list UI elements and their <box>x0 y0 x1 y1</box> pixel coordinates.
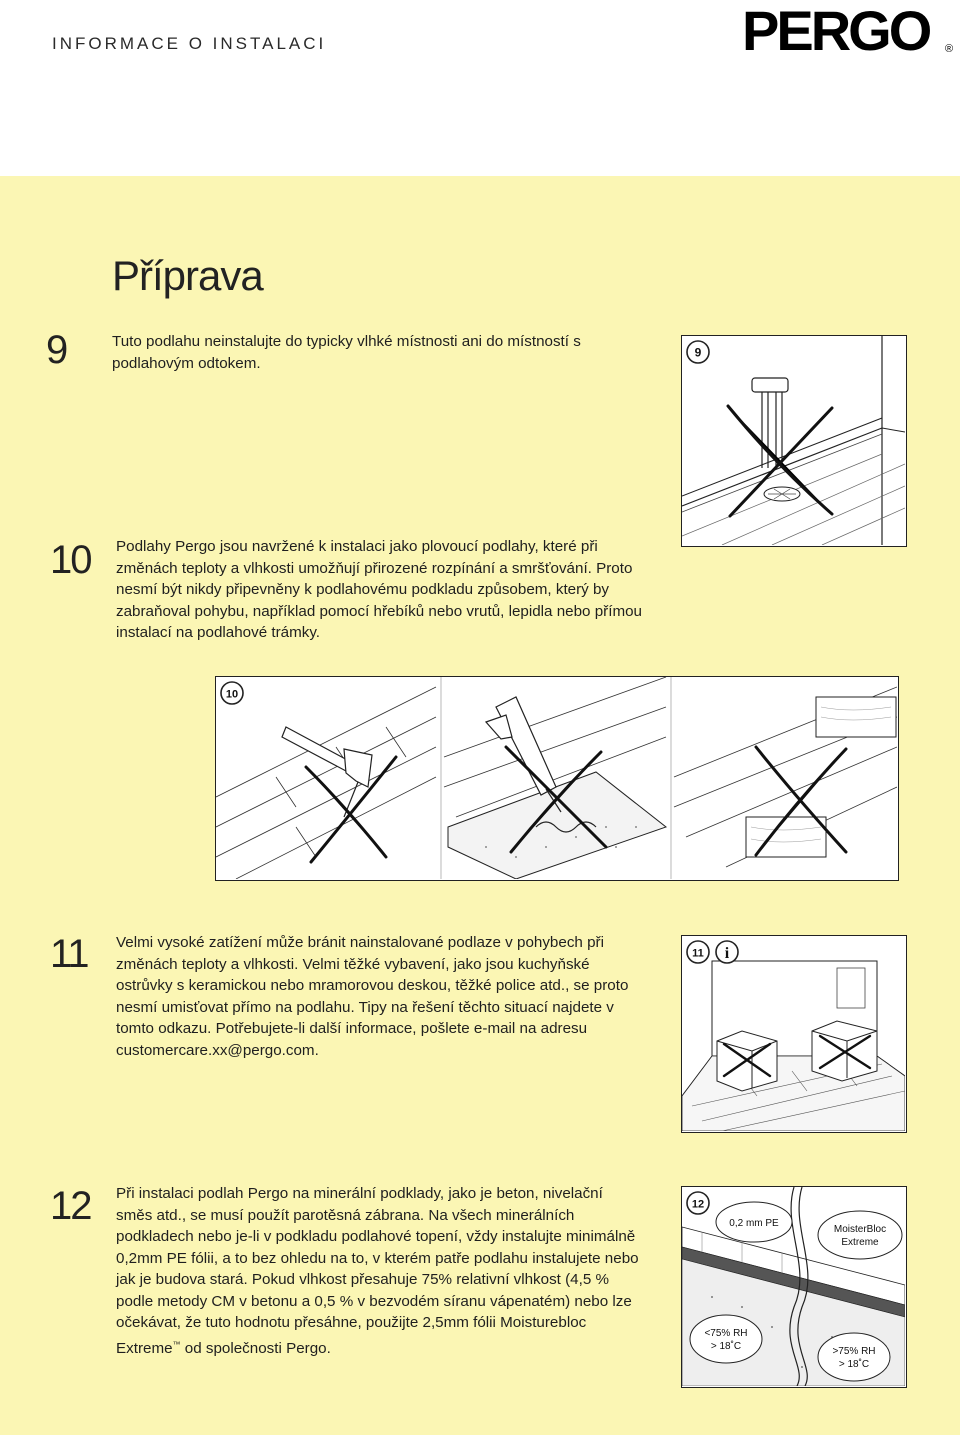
step-9-text: Tuto podlahu neinstalujte do typicky vlhké místnosti ani do místností s podlahovým odtokem. <box>112 333 581 372</box>
svg-text:®: ® <box>945 43 954 55</box>
low-rh-label-1: <75% RH <box>704 1328 748 1339</box>
header-title: INFORMACE O INSTALACI <box>52 34 327 53</box>
figure-9-badge: 9 <box>694 345 702 360</box>
moisterbloc-label-1: MoisterBloc <box>833 1224 887 1235</box>
figure-11-heavy-load <box>681 935 907 1133</box>
step-12-text: Při instalaci podlah Pergo na minerální podklady, jako je beton, nivelační směs atd., se musí použít parotěsná zábrana. Na všech minerálních podkladech nebo je-li v podkladu podlahové topení, vždy instalujte minimálně 0,2mm PE fólii, a to bez ohledu na to, v kterém patře podlahu instalujete nebo jak je budova stará. Pokud vlhkost přesahuje 75% relativní vlhkost (4,5 % podle metody CM v betonu a 0,5 % v bezvodém síranu vápenatém) nebo lze očekávat, že tuto hodnotu přesáhne, použijte 2,5mm fólii Moisturebloc Extreme™ od společnosti Pergo. <box>116 1185 639 1357</box>
section-title: Příprava <box>112 252 263 299</box>
figure-10-badge: 10 <box>225 688 239 701</box>
svg-text:PERGO: PERGO <box>742 2 930 58</box>
high-rh-label-1: >75% RH <box>832 1346 876 1357</box>
step-number-11: 11 <box>50 932 88 976</box>
glue-gun-icon <box>486 697 561 812</box>
svg-text:i: i <box>724 945 730 962</box>
figure-12-vapour-barrier <box>681 1186 907 1388</box>
low-rh-label-2: > 18˚C <box>710 1341 742 1352</box>
step-number-10: 10 <box>50 538 91 582</box>
figure-12-badge: 12 <box>691 1198 705 1211</box>
figure-9-floor-drain <box>681 335 907 547</box>
step-number-12: 12 <box>50 1184 91 1228</box>
figure-10-fixing-methods <box>215 676 899 881</box>
step-number-9: 9 <box>46 328 67 372</box>
figure-11-badge: 11 <box>692 947 704 960</box>
pe-label: 0,2 mm PE <box>729 1218 779 1229</box>
step-10-text: Podlahy Pergo jsou navržené k instalaci jako plovoucí podlahy, které při změnách teploty a vlhkosti umožňují přirozené rozpínání a smršťování. Proto nesmí být nikdy připevněny k podlahovému podkladu způsobem, který by zabraňoval pohybu, například pomocí hřebíků nebo vrutů, lepidla nebo přímou instalací na podlahové trámky. <box>116 538 642 641</box>
info-icon <box>716 941 738 963</box>
moisterbloc-label-2: Extreme <box>841 1237 879 1248</box>
pergo-logo <box>742 2 956 58</box>
high-rh-label-2: > 18˚C <box>838 1359 870 1370</box>
step-11-text: Velmi vysoké zatížení může bránit nainstalované podlaze v pohybech při změnách teploty a vlhkosti. Velmi těžké vybavení, jako jsou kuchyňské ostrůvky s keramickou nebo mramorovou deskou, těžké police atd., se proto nesmí umisťovat přímo na podlahu. Tipy na řešení těchto situací najdete v tomto odkazu. Potřebujete-li další informace, pošlete e-mail na adresu customercare.xx@pergo.com. <box>116 934 629 1059</box>
